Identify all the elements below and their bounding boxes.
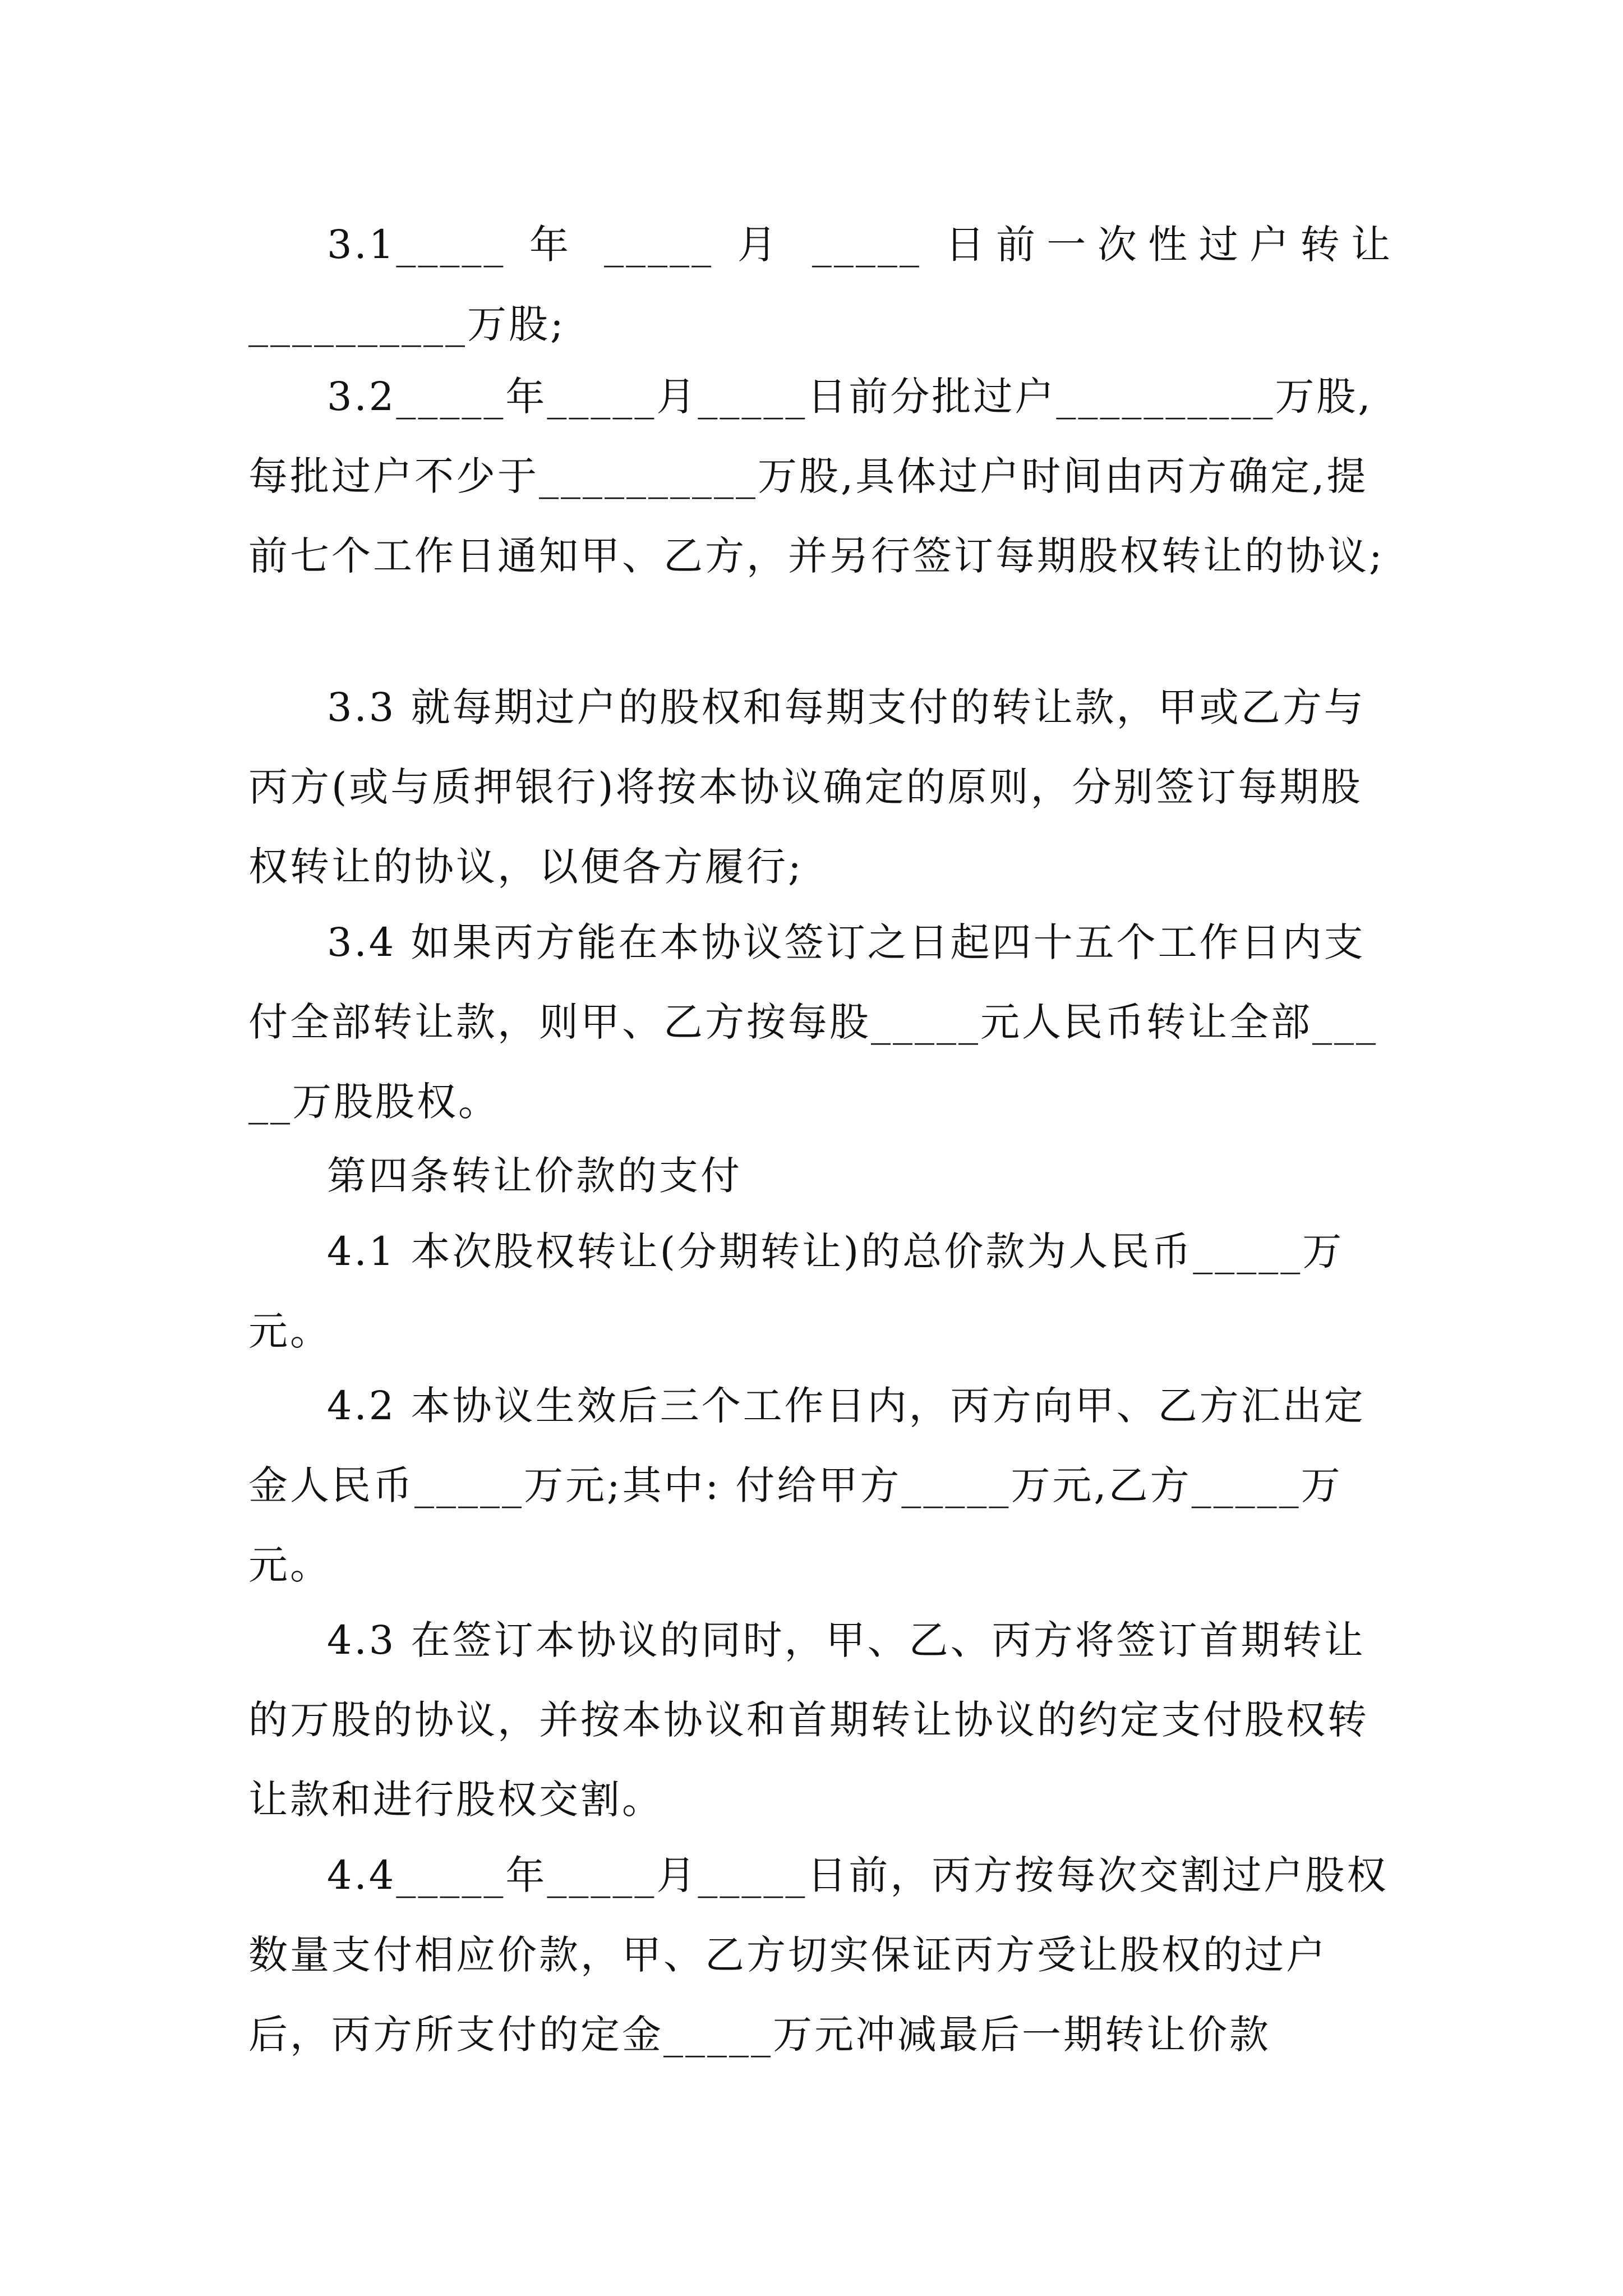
- clause-3-2: 3.2_____年_____月_____日前分批过户__________万股,每批过户不少于__________万股,具体过户时间由丙方确定,提前七个工作日通知甲、乙方，并另行签订每期股权转让的协议;: [248, 374, 1385, 579]
- clause-4-1: 4.1 本次股权转让(分期转让)的总价款为人民币_____万元。: [248, 1228, 1344, 1354]
- clause-4-3: 4.3 在签订本协议的同时，甲、乙、丙方将签订首期转让的万股的协议，并按本协议和首期转让协议的约定支付股权转让款和进行股权交割。: [248, 1617, 1369, 1823]
- article-4-heading: 第四条转让价款的支付: [327, 1153, 742, 1199]
- clause-4-4: 4.4_____年_____月_____日前，丙方按每次交割过户股权数量支付相应价款，甲、乙方切实保证丙方受让股权的过户后，丙方所支付的定金_____万元冲减最后一期转让价款: [248, 1852, 1389, 2058]
- clause-3-1: 3.1_____ 年 _____ 月 _____ 日前一次性过户转让: [327, 222, 1393, 268]
- clause-3-1-continuation: __________万股;: [248, 301, 566, 347]
- clause-4-2: 4.2 本协议生效后三个工作日内，丙方向甲、乙方汇出定金人民币_____万元;其中: 付给甲方_____万元,乙方_____万元。: [248, 1383, 1366, 1588]
- clause-3-3: 3.3 就每期过户的股权和每期支付的转让款，甲或乙方与丙方(或与质押银行)将按本协议确定的原则，分别签订每期股权转让的协议，以便各方履行;: [248, 684, 1366, 890]
- clause-3-4: 3.4 如果丙方能在本协议签订之日起四十五个工作日内支付全部转让款，则甲、乙方按每股_____元人民币转让全部_____万股股权。: [248, 919, 1378, 1125]
